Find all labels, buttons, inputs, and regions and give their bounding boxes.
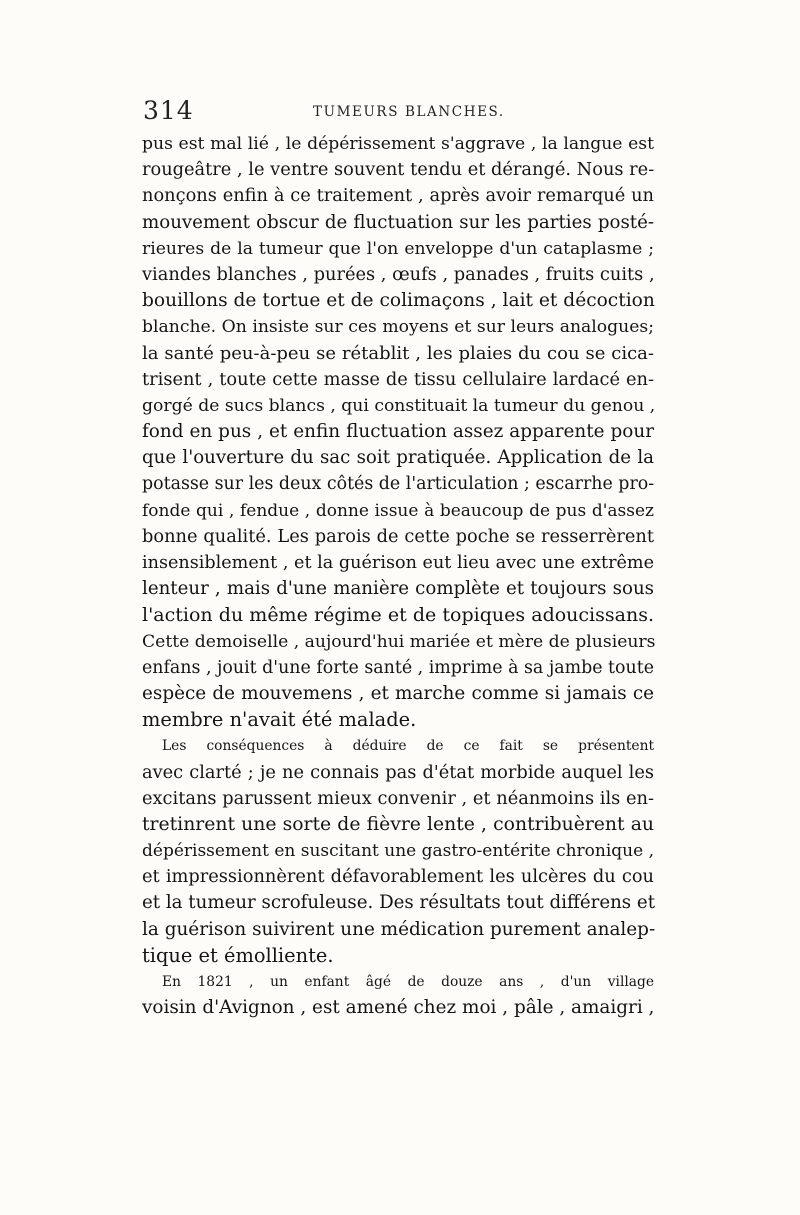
text-line: blanche. On insiste sur ces moyens et sur leurs analogues; [142,317,654,338]
text-line: membre n'avait été malade. [142,708,417,732]
text-line: Cette demoiselle , aujourd'hui mariée et mère de plusieurs [142,631,656,652]
text-line: En 1821 , un enfant âgé de douze ans , d'un village [162,974,654,990]
text-line: potasse sur les deux côtés de l'articulation ; escarrhe pro- [142,474,655,495]
text-line: espèce de mouvemens , et marche comme si jamais ce [142,682,654,704]
text-line: rougeâtre , le ventre souvent tendu et dérangé. Nous re- [142,159,655,181]
text-line: la guérison suivirent une médication purement analep- [142,918,656,940]
text-line: l'action du même régime et de topiques adoucissans. [142,604,654,627]
text-line: dépérissement en suscitant une gastro-entérite chronique , [142,841,654,862]
page-number: 314 [143,96,194,125]
text-line: tretinrent une sorte de fièvre lente , contribuèrent au [142,813,654,835]
text-line: enfans , jouit d'une forte santé , imprime à sa jambe toute [142,657,654,678]
text-line: et la tumeur scrofuleuse. Des résultats tout différens et [142,892,655,914]
text-line: excitans parussent mieux convenir , et néanmoins ils en- [142,787,654,809]
text-line: bonne qualité. Les parois de cette poche se resserrèrent [142,525,654,547]
text-line: la santé peu-à-peu se rétablit , les plaies du cou se cica- [142,342,654,364]
body-text [142,131,654,1021]
text-line: pus est mal lié , le dépérissement s'aggrave , la langue est [142,134,654,154]
text-line: avec clarté ; je ne connais pas d'état morbide auquel les [142,761,654,783]
paragraph-consequences [142,733,654,969]
text-line: lenteur , mais d'une manière complète et toujours sous [142,578,654,600]
text-line: mouvement obscur de fluctuation sur les parties posté- [142,211,654,233]
running-title: TUMEURS BLANCHES. [313,104,505,120]
text-line: rieures de la tumeur que l'on enveloppe d'un cataplasme ; [142,238,654,259]
text-line: fond en pus , et enfin fluctuation assez apparente pour [142,421,654,443]
text-line: viandes blanches , purées , œufs , panades , fruits cuits , [142,263,655,285]
paragraph-case-recovery [142,131,654,733]
text-line: gorgé de sucs blancs , qui constituait la tumeur du genou , [142,395,656,416]
text-line: et impressionnèrent défavorablement les ulcères du cou [142,866,654,888]
text-line: bouillons de tortue et de colimaçons , lait et décoction [142,290,655,312]
text-line: voisin d'Avignon , est amené chez moi , pâle , amaigri , [142,997,655,1019]
running-head [143,96,653,136]
text-line: Les conséquences à déduire de ce fait se présentent [162,738,654,755]
text-line: tique et émolliente. [142,943,334,967]
text-line: nonçons enfin à ce traitement , après avoir remarqué un [142,185,654,207]
text-line: trisent , toute cette masse de tissu cellulaire lardacé en- [142,368,654,390]
paragraph-new-case [142,969,654,1021]
text-line: que l'ouverture du sac soit pratiquée. Application de la [142,447,654,469]
text-line: fonde qui , fendue , donne issue à beaucoup de pus d'assez [142,500,654,521]
text-line: insensiblement , et la guérison eut lieu avec une extrême [142,553,654,573]
